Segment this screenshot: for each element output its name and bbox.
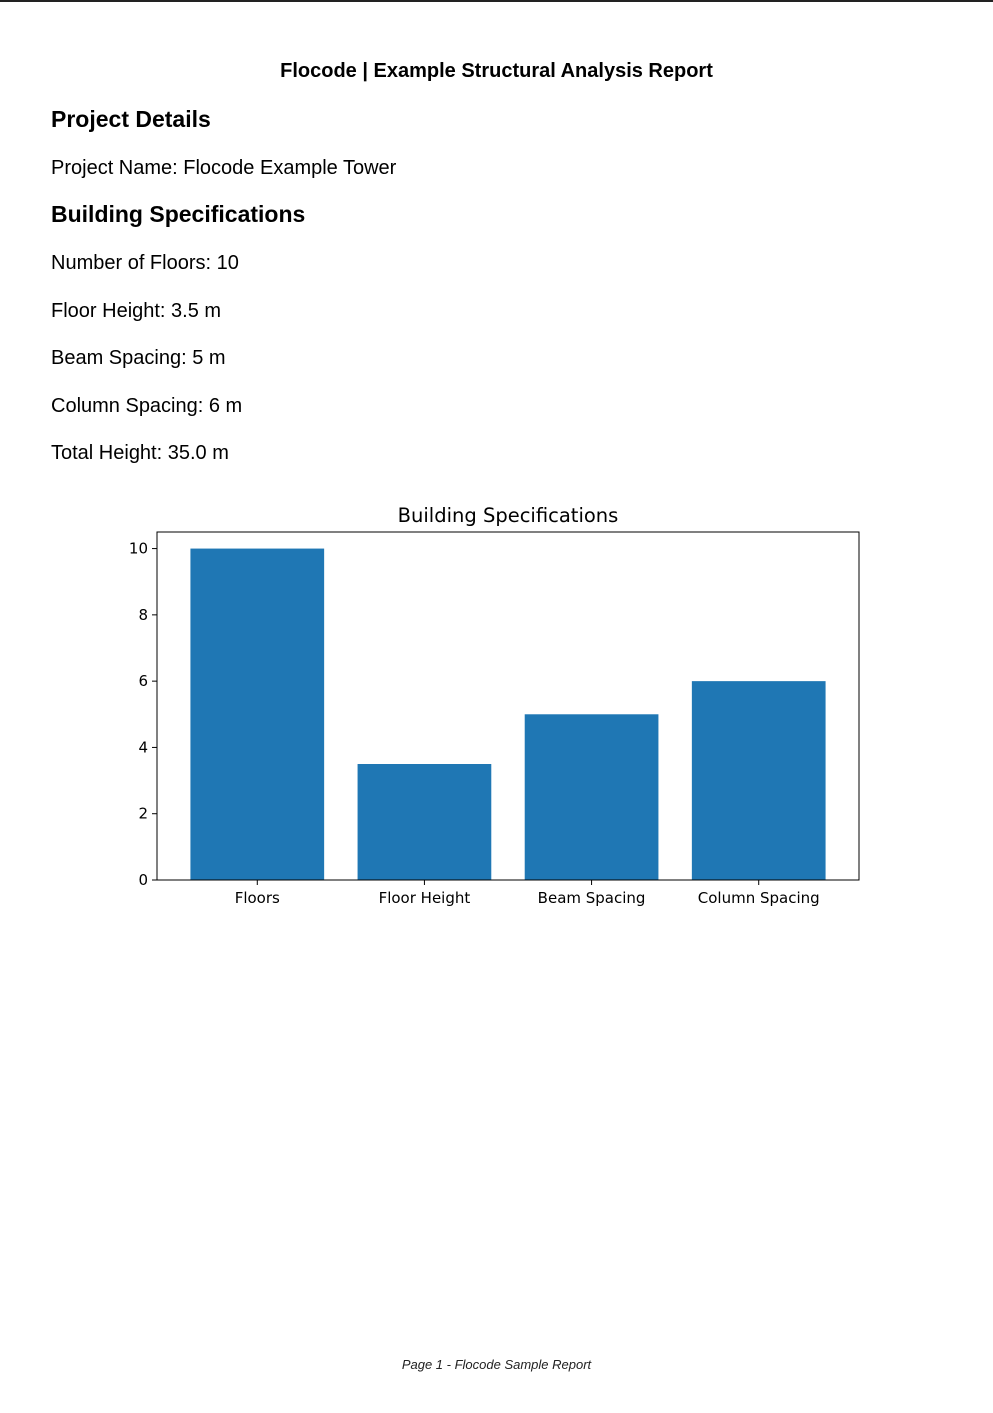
bar-beam-spacing [525, 714, 659, 880]
project-details-heading: Project Details [51, 106, 211, 132]
chart-canvas [100, 498, 880, 918]
x-tick-label: Beam Spacing [537, 889, 646, 907]
spec-beam-spacing: Beam Spacing: 5 m [51, 347, 226, 369]
top-border-line [0, 0, 993, 2]
building-specifications-chart [100, 498, 880, 918]
y-axis [129, 540, 157, 889]
bar-column-spacing [692, 681, 826, 880]
y-tick-label: 6 [138, 672, 148, 691]
x-tick-label: Column Spacing [697, 889, 820, 907]
y-tick-label: 0 [138, 871, 148, 889]
page-footer: Page 1 - Flocode Sample Report [401, 1357, 592, 1372]
project-name-text: Project Name: Flocode Example Tower [51, 157, 397, 179]
bar-floor-height [358, 764, 492, 880]
spec-floor-height: Floor Height: 3.5 m [51, 300, 222, 322]
x-tick-label: Floors [234, 889, 280, 907]
x-tick-label: Floor Height [378, 889, 471, 907]
building-specifications-heading: Building Specifications [51, 201, 306, 227]
y-tick-label: 8 [138, 605, 148, 624]
y-tick-label: 4 [138, 738, 148, 757]
spec-number-of-floors: Number of Floors: 10 [51, 252, 239, 274]
report-title: Flocode | Example Structural Analysis Report [280, 60, 713, 82]
spec-total-height: Total Height: 35.0 m [51, 442, 229, 464]
bars-layer [190, 549, 825, 880]
y-tick-label: 2 [138, 804, 148, 823]
y-tick-label: 10 [128, 539, 148, 558]
spec-column-spacing: Column Spacing: 6 m [51, 395, 243, 417]
bar-floors [190, 549, 324, 880]
x-axis [235, 880, 820, 907]
chart-title: Building Specifications [397, 504, 619, 527]
